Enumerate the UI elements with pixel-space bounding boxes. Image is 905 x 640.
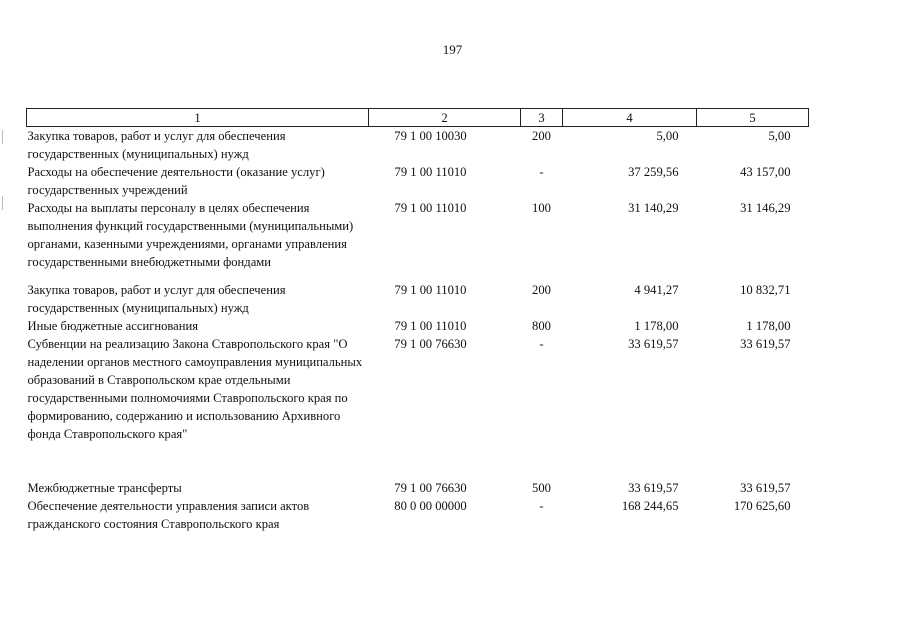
table-row <box>27 335 809 479</box>
row-code: 79 1 00 11010 <box>394 201 467 215</box>
column-header-3: 3 <box>521 109 563 127</box>
row-type: 800 <box>532 319 551 333</box>
row-name: Иные бюджетные ассигнования <box>27 319 199 333</box>
table-row <box>27 199 809 281</box>
row-code: 79 1 00 76630 <box>394 337 467 351</box>
row-code: 79 1 00 10030 <box>394 129 467 143</box>
row-code: 80 0 00 00000 <box>394 499 467 513</box>
row-type: 500 <box>532 481 551 495</box>
table-header-row <box>27 109 809 127</box>
row-type: 200 <box>532 283 551 297</box>
row-name: Субвенции на реализацию Закона Ставропольского края "О наделении органов местного самоуправления муниципальных образований в Ставропольском крае отдельными государственными полномочиями Ставропольского края по формированию, содержанию и использованию Архивного фонда Ставропольского края" <box>27 337 363 441</box>
row-code: 79 1 00 11010 <box>394 165 467 179</box>
scan-margin-line <box>2 196 3 210</box>
row-name: Закупка товаров, работ и услуг для обеспечения государственных (муниципальных) нужд <box>27 129 286 161</box>
column-header-2: 2 <box>369 109 521 127</box>
column-header-1: 1 <box>27 109 369 127</box>
row-name: Обеспечение деятельности управления записи актов гражданского состояния Ставропольского края <box>27 499 310 531</box>
row-value-2: 10 832,71 <box>740 283 791 297</box>
scan-margin-line <box>2 130 3 144</box>
table-row <box>27 163 809 199</box>
budget-table <box>26 108 809 533</box>
row-value-2: 1 178,00 <box>746 319 791 333</box>
row-value-1: 33 619,57 <box>628 481 679 495</box>
table-row <box>27 127 809 164</box>
row-name: Расходы на обеспечение деятельности (оказание услуг) государственных учреждений <box>27 165 325 197</box>
table-row <box>27 479 809 497</box>
row-code: 79 1 00 76630 <box>394 481 467 495</box>
page-number: 197 <box>442 42 463 57</box>
row-value-1: 33 619,57 <box>628 337 679 351</box>
row-value-1: 1 178,00 <box>634 319 679 333</box>
row-code: 79 1 00 11010 <box>394 283 467 297</box>
row-value-1: 31 140,29 <box>628 201 679 215</box>
row-value-2: 31 146,29 <box>740 201 791 215</box>
row-value-1: 5,00 <box>656 129 679 143</box>
table-row <box>27 497 809 533</box>
row-type: - <box>539 165 544 179</box>
row-value-1: 168 244,65 <box>621 499 679 513</box>
table-row <box>27 317 809 335</box>
row-value-1: 4 941,27 <box>634 283 679 297</box>
row-name: Закупка товаров, работ и услуг для обеспечения государственных (муниципальных) нужд <box>27 283 286 315</box>
row-type: - <box>539 499 544 513</box>
row-value-1: 37 259,56 <box>628 165 679 179</box>
table-row <box>27 281 809 317</box>
row-value-2: 33 619,57 <box>740 481 791 495</box>
row-code: 79 1 00 11010 <box>394 319 467 333</box>
column-header-5: 5 <box>697 109 809 127</box>
row-type: - <box>539 337 544 351</box>
row-type: 100 <box>532 201 551 215</box>
row-name: Межбюджетные трансферты <box>27 481 182 495</box>
row-value-2: 170 625,60 <box>733 499 791 513</box>
row-value-2: 33 619,57 <box>740 337 791 351</box>
row-name: Расходы на выплаты персоналу в целях обеспечения выполнения функций государственными (муниципальными) органами, казенными учреждениями, органами управления государственными внебюджетными фондами <box>27 201 354 269</box>
row-value-2: 5,00 <box>768 129 791 143</box>
row-value-2: 43 157,00 <box>740 165 791 179</box>
row-type: 200 <box>532 129 551 143</box>
column-header-4: 4 <box>563 109 697 127</box>
